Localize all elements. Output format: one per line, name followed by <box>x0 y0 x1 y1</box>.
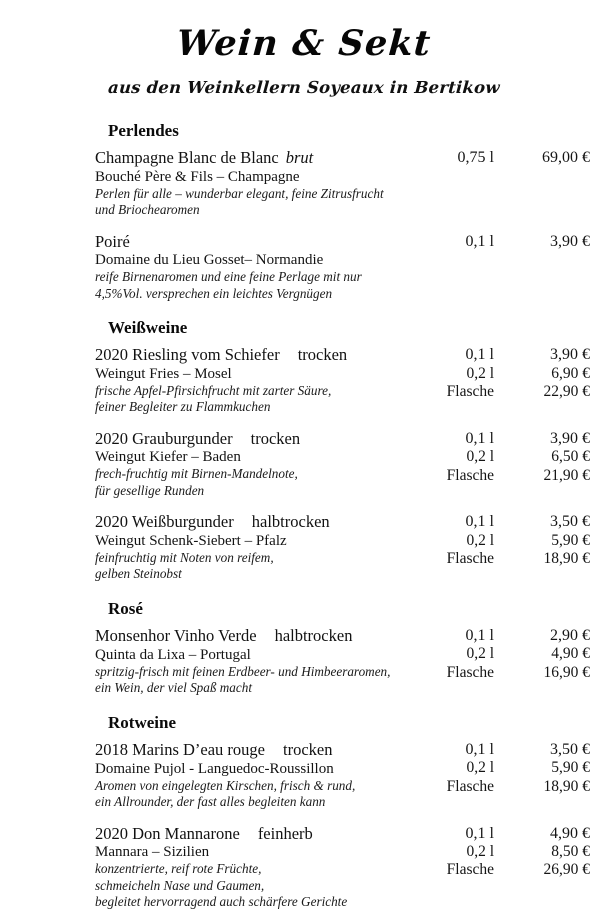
wine-price-row <box>420 759 590 778</box>
wine-description-line: gelben Steinobst <box>95 566 182 582</box>
wine-price-row <box>420 345 590 364</box>
wine-description-line: schmeicheln Nase und Gaumen, <box>95 877 265 893</box>
wine-producer: Domaine du Lieu Gosset– Normandie <box>95 252 324 269</box>
wine-price: 6,90 € <box>551 364 590 382</box>
wine-description-line: feiner Begleiter zu Flammkuchen <box>95 399 271 415</box>
section-heading: Perlendes <box>108 120 179 140</box>
wine-producer: Domaine Pujol - Languedoc-Roussillon <box>95 760 334 777</box>
wine-price: 21,90 € <box>543 466 590 484</box>
wine-price-list <box>420 429 590 485</box>
menu-masthead <box>0 0 608 97</box>
wine-volume: 0,1 l <box>465 513 494 531</box>
section-heading: Rosé <box>108 598 143 618</box>
wine-producer: Weingut Kiefer – Baden <box>95 449 241 466</box>
wine-price-row <box>420 512 590 531</box>
wine-description-line: und Briochearomen <box>95 202 200 218</box>
page-title: Wein & Sekt <box>175 23 433 64</box>
wine-entry <box>0 626 608 696</box>
wine-producer: Mannara – Sizilien <box>95 844 210 861</box>
wine-price-row <box>420 778 590 797</box>
wine-price: 3,90 € <box>550 232 590 250</box>
wine-entry <box>0 232 608 302</box>
wine-price-row <box>420 467 590 486</box>
wine-description <box>95 269 590 302</box>
wine-producer: Quinta da Lixa – Portugal <box>95 646 251 663</box>
wine-description <box>95 186 590 219</box>
wine-price: 4,90 € <box>550 824 590 842</box>
wine-price: 3,50 € <box>550 513 590 531</box>
wine-price-row <box>420 383 590 402</box>
wine-style: trocken <box>250 428 301 448</box>
wine-description-line: für gesellige Runden <box>95 482 205 498</box>
wine-description-line: feinfruchtig mit Noten von reifem, <box>95 549 274 565</box>
menu-section <box>0 318 608 583</box>
wine-entry <box>0 429 608 499</box>
wine-style: feinherb <box>257 823 313 843</box>
wine-description-line: 4,5%Vol. versprechen ein leichtes Vergnügen <box>95 285 333 301</box>
page-subtitle: aus den Weinkellern Soyeaux in Bertikow <box>107 77 501 97</box>
wine-price-row <box>420 664 590 683</box>
wine-volume: 0,1 l <box>465 232 494 250</box>
wine-volume: Flasche <box>446 383 494 401</box>
wine-description-line: begleitet hervorragend auch schärfere Gerichte <box>95 894 348 910</box>
section-heading: Weißweine <box>108 318 188 338</box>
wine-entry <box>0 824 608 911</box>
wine-price-row <box>420 550 590 569</box>
wine-description-line: ein Wein, der viel Spaß macht <box>95 680 252 696</box>
wine-price-list <box>420 232 590 251</box>
wine-description-line: spritzig-frisch mit feinen Erdbeer- und Himbeeraromen, <box>95 663 391 679</box>
wine-price: 16,90 € <box>543 664 590 682</box>
wine-price-row <box>420 740 590 759</box>
wine-entry <box>0 148 608 218</box>
wine-price-row <box>420 365 590 384</box>
wine-description-line: konzentrierte, reif rote Früchte, <box>95 861 262 877</box>
wine-name: 2020 Grauburgunder <box>95 428 233 448</box>
wine-volume: 0,1 l <box>465 429 494 447</box>
wine-price: 26,90 € <box>543 861 590 879</box>
wine-price: 4,90 € <box>551 645 590 663</box>
wine-price-list <box>420 148 590 167</box>
wine-volume: 0,1 l <box>465 627 494 645</box>
wine-style: halbtrocken <box>274 626 353 646</box>
wine-name: 2018 Marins D’eau rouge <box>95 740 265 760</box>
menu-section <box>0 713 608 911</box>
wine-price: 5,90 € <box>551 759 590 777</box>
wine-description-line: reife Birnenaromen und eine feine Perlage mit nur <box>95 269 362 285</box>
wine-description-line: Perlen für alle – wunderbar elegant, feine Zitrusfrucht <box>95 185 384 201</box>
wine-style: brut <box>285 148 314 168</box>
wine-volume: Flasche <box>446 664 494 682</box>
menu-section <box>0 121 608 302</box>
wine-price-row <box>420 843 590 862</box>
wine-style: halbtrocken <box>251 512 330 532</box>
menu-section <box>0 599 608 697</box>
wine-price-row <box>420 645 590 664</box>
wine-producer: Bouché Père & Fils – Champagne <box>95 168 300 185</box>
wine-price-row <box>420 824 590 843</box>
wine-style: trocken <box>297 345 348 365</box>
wine-volume: 0,75 l <box>457 149 494 167</box>
wine-price: 18,90 € <box>543 550 590 568</box>
wine-volume: 0,1 l <box>465 741 494 759</box>
wine-price: 3,90 € <box>550 429 590 447</box>
wine-volume: 0,2 l <box>466 759 494 777</box>
wine-name: 2020 Weißburgunder <box>95 512 234 532</box>
wine-volume: Flasche <box>446 777 494 795</box>
wine-description-line: frech-fruchtig mit Birnen-Mandelnote, <box>95 466 298 482</box>
wine-price-row <box>420 626 590 645</box>
wine-producer: Weingut Fries – Mosel <box>95 365 232 382</box>
wine-volume: 0,2 l <box>466 842 494 860</box>
wine-price-list <box>420 512 590 568</box>
wine-price: 3,90 € <box>550 346 590 364</box>
wine-producer: Weingut Schenk-Siebert – Pfalz <box>95 532 287 549</box>
wine-name: Monsenhor Vinho Verde <box>95 626 257 646</box>
wine-price: 8,50 € <box>551 842 590 860</box>
wine-description-line: Aromen von eingelegten Kirschen, frisch & rund, <box>95 777 356 793</box>
wine-price: 3,50 € <box>550 741 590 759</box>
wine-description-line: frische Apfel-Pfirsichfrucht mit zarter Säure, <box>95 382 332 398</box>
wine-volume: Flasche <box>446 861 494 879</box>
wine-entry <box>0 512 608 582</box>
wine-name: 2020 Don Mannarone <box>95 823 240 843</box>
wine-price-row <box>420 148 590 167</box>
wine-price: 69,00 € <box>542 149 590 167</box>
wine-volume: Flasche <box>446 550 494 568</box>
wine-volume: 0,2 l <box>466 645 494 663</box>
section-heading: Rotweine <box>108 712 176 732</box>
wine-entry <box>0 345 608 415</box>
wine-entry <box>0 740 608 810</box>
wine-price-row <box>420 861 590 880</box>
wine-volume: 0,2 l <box>466 448 494 466</box>
wine-volume: 0,2 l <box>466 364 494 382</box>
wine-price: 5,90 € <box>551 531 590 549</box>
wine-volume: 0,1 l <box>465 824 494 842</box>
wine-price: 6,50 € <box>551 448 590 466</box>
wine-price-row <box>420 532 590 551</box>
wine-name: Poiré <box>95 231 130 251</box>
wine-price-row <box>420 429 590 448</box>
wine-name: Champagne Blanc de Blanc <box>95 148 279 168</box>
wine-price-list <box>420 740 590 796</box>
wine-name: 2020 Riesling vom Schiefer <box>95 345 280 365</box>
wine-price-list <box>420 626 590 682</box>
wine-price: 2,90 € <box>550 627 590 645</box>
wine-description-line: ein Allrounder, der fast alles begleiten kann <box>95 794 326 810</box>
wine-price: 18,90 € <box>543 777 590 795</box>
wine-price-list <box>420 824 590 880</box>
wine-volume: Flasche <box>446 466 494 484</box>
wine-price-list <box>420 345 590 401</box>
wine-style: trocken <box>283 740 333 760</box>
wine-price-row <box>420 448 590 467</box>
wine-price: 22,90 € <box>543 383 590 401</box>
wine-volume: 0,1 l <box>465 346 494 364</box>
wine-volume: 0,2 l <box>466 531 494 549</box>
wine-price-row <box>420 232 590 251</box>
menu-sections <box>0 121 608 911</box>
